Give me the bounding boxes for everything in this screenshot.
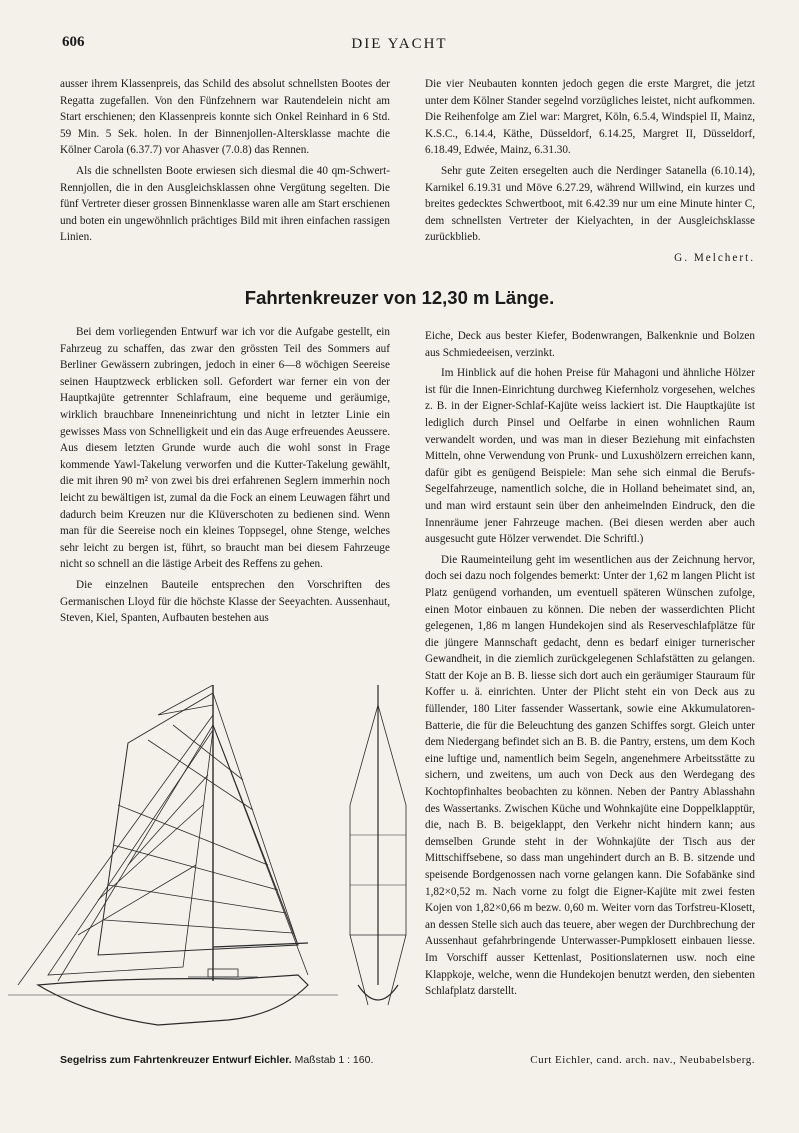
paragraph: Die einzelnen Bauteile entsprechen den Vorschriften des Germanischen Lloyd für die höchste Klasse der Seeyachten. Aussenhaut, Steven, Kiel, Spanten, Aufbauten bestehen aus bbox=[60, 578, 390, 625]
paragraph: Im Hinblick auf die hohen Preise für Mahagoni und ähnliche Hölzer ist für die Innen-Einrichtung durchweg Kiefernholz vorgesehen, welches z. B. in der Eigner-Schlaf-Kajüte weiss lackiert ist. Die Hauptkajüte ist lediglich durch Pinsel und Oelfarbe in einen wohnlichen Raum verwandelt worden, und was man in dieser Beziehung mit einfachsten Mitteln, ohne Verwendung von Prunk- und Luxushölzern erreichen kann, dafür gibt es genügend Beispiele: Man sehe sich einmal die Berufs-Segelfahrzeuge, namentlich solche, die in Holland beheimatet sind, an, und man wird erstaunt sein über den anheimelnden Eindruck, den die Innenräume jener Fahrzeuge machen. (Bei diesen werden aber auch ausgesucht gute Hölzer verwendet. Die Schriftl.) bbox=[425, 367, 755, 546]
report-signature: G. Melchert. bbox=[674, 251, 755, 264]
article-column-left bbox=[60, 324, 390, 631]
report-column-right bbox=[425, 76, 755, 267]
caption-text: Segelriss zum Fahrtenkreuzer Entwurf Eichler. bbox=[60, 1054, 292, 1066]
article-title: Fahrtenkreuzer von 12,30 m Länge. bbox=[244, 287, 555, 308]
page-number: 606 bbox=[62, 34, 85, 50]
paragraph: Sehr gute Zeiten ersegelten auch die Nerdinger Satanella (6.10.14), Karnikel 6.19.31 und Möve 6.27.29, während Willwind, ein kurzes und breites gedecktes Schwertboot, mit 6.42.39 nur um eine Minute hinter C, dem schnellsten Vertreter der Kielyachten, in der Ausgleichsklasse zurückblieb. bbox=[425, 164, 755, 244]
sail-plan-figure bbox=[8, 685, 420, 1065]
paragraph: ausser ihrem Klassenpreis, das Schild des absolut schnellsten Bootes der Regatta zugefallen. Von den Fünfzehnern war Rautendelein nicht am Start erschienen; den Klassenpreis konnte sich Onkel Reinhard in 6 Std. 59 Min. 5 Sek. holen. In der Binnenjollen-Altersklasse machte die Kölner Carola (6.37.7) vor Ahasver (7.0.8) das Rennen. bbox=[60, 78, 390, 157]
paragraph: Die Raumeinteilung geht im wesentlichen aus der Zeichnung hervor, doch sei dazu noch folgendes bemerkt: Unter der 1,62 m langen Plicht ist Platz genügend vorhanden, um eventuell späteren Wünschen zufolge, einen Motor einbauen zu können. Die neben der wasserdichten Plicht gelegenen, 1,86 m langen Hundekojen sind als Reserveschlafplätze für die jüngere Mannschaft gedacht, denn es bedarf einiger turnerischer Gewandheit, in die ziemlich zurückgelegenen Schlafstätten zu gelangen. Statt der Koje an B. B. liesse sich dort auch ein geräumiger Stauraum für Koffer u. ä. einrichten. Unter der Plicht steht ein von Deck aus zu füllender, 180 Liter fassender Wassertank, sowie eine Akkumulatoren-Batterie, die für die Beleuchtung des ganzen Schiffes sorgt. Gleich unter dem Niedergang befindet sich an B. B. die Pantry, erstens, um dem Koch eine luftige und, namentlich beim Segeln, angenehmere Arbeitsstätte zu sichern, und zweitens, um auch von Deck aus den Werdegang des Kochtopfinhaltes beobachten zu können. Neben der Pantry Ablasshahn des Wassertanks. Zwischen Küche und Wohnkajüte eine Doppelklapptür, die, nach B. B. beigeklappt, den Verkehr nicht hindern kann; aus demselben Grunde steht in der Wohnkajüte der Tisch aus der Mittschiffsebene, so dass man ungehindert durch an B. B. sitzende und speisende Bordgenossen nach vorne gelangen kann. Die Sofabänke sind 1,82×0,52 m. Nach vorne zu folgt die Eigner-Kajüte mit zwei festen Kojen von 1,82×0,66 m bezw. 0,60 m. Weiter vorn das Torfstreu-Klosett, an dessen Stelle sich auch das teuere, aber wegen der Durchbrechung der Aussenhaut gefahrbringende Unterwasser-Pumpklosett einbauen liesse. Im Vorschiff ausser Kettenlast, Positionslaternen usw. noch eine Klappkoje, welche, wenn die Hundekojen benutzt werden, den siebenten Schlafplatz darstellt. bbox=[425, 553, 755, 998]
report-column-left bbox=[60, 76, 390, 250]
paragraph: Eiche, Deck aus bester Kiefer, Bodenwrangen, Balkenknie und Bolzen aus Schmiedeeisen, verzinkt. bbox=[425, 330, 755, 359]
caption-scale: Maßstab 1 : 160. bbox=[294, 1054, 374, 1066]
article-column-right bbox=[425, 328, 755, 1004]
paragraph: Bei dem vorliegenden Entwurf war ich vor die Aufgabe gestellt, ein Fahrzeug zu schaffen, das zwar den grössten Teil des Sommers auf Berliner Gewässern zubringen, jedoch in einer 6—8 wöchigen Seereise seinen Hauptzweck erblicken soll. Gefordert war ferner ein von der Hauptkajüte getrennter Schlafraum, eine bequeme und geräumige, wirklich brauchbare Inneneinrichtung und nicht in letzter Linie ein gewisses Mass von Schnelligkeit und ein das Auge erfreuendes Aeussere. Aus diesem letzten Grunde wurde auch die wohl sonst in Frage kommende Yawl-Takelung verworfen und die Kutter-Takelung gewählt, die mit ihren 90 m² von zwei bis drei erfahrenen Seglern immerhin noch leicht zu bewältigen ist, zumal da die Fock an einem Leuwagen fährt und dadurch beim Kreuzen nur die Klüverschoten zu bedienen sind. Wenn man für die Seereise noch ein kleines Toppsegel, ohne Stenge, welches sehr leicht zu bergen ist, führt, so braucht man bei diesem Fahrzeuge nicht so schnell an die lästige Arbeit des Reffens zu gehen. bbox=[60, 326, 390, 571]
running-head: DIE YACHT bbox=[351, 36, 448, 52]
author-signature: Curt Eichler, cand. arch. nav., Neubabelsberg. bbox=[530, 1054, 755, 1066]
paragraph: Als die schnellsten Boote erwiesen sich diesmal die 40 qm-Schwert-Rennjollen, die in den Ausgleichsklassen ohne Vergütung segelten. Die fünf Vertreter dieser grossen Binnenklasse waren alle am Start erschienen und boten ein ungewöhnlich prächtiges Bild mit ihren einfachen rassigen Linien. bbox=[60, 164, 390, 244]
paragraph: Die vier Neubauten konnten jedoch gegen die erste Margret, die jetzt unter dem Kölner Stander segelnd vorzügliches leistet, nicht aufkommen. Die Reihenfolge am Ziel war: Margret, Köln, 6.5.4, Windspiel II, Mainz, K.S.C., 6.14.4, Käthe, Düsseldorf, 6.14.25, Margret II, Düsseldorf, 6.18.49, Edwée, Mainz, 6.31.30. bbox=[425, 78, 755, 157]
figure-caption bbox=[60, 1054, 373, 1066]
